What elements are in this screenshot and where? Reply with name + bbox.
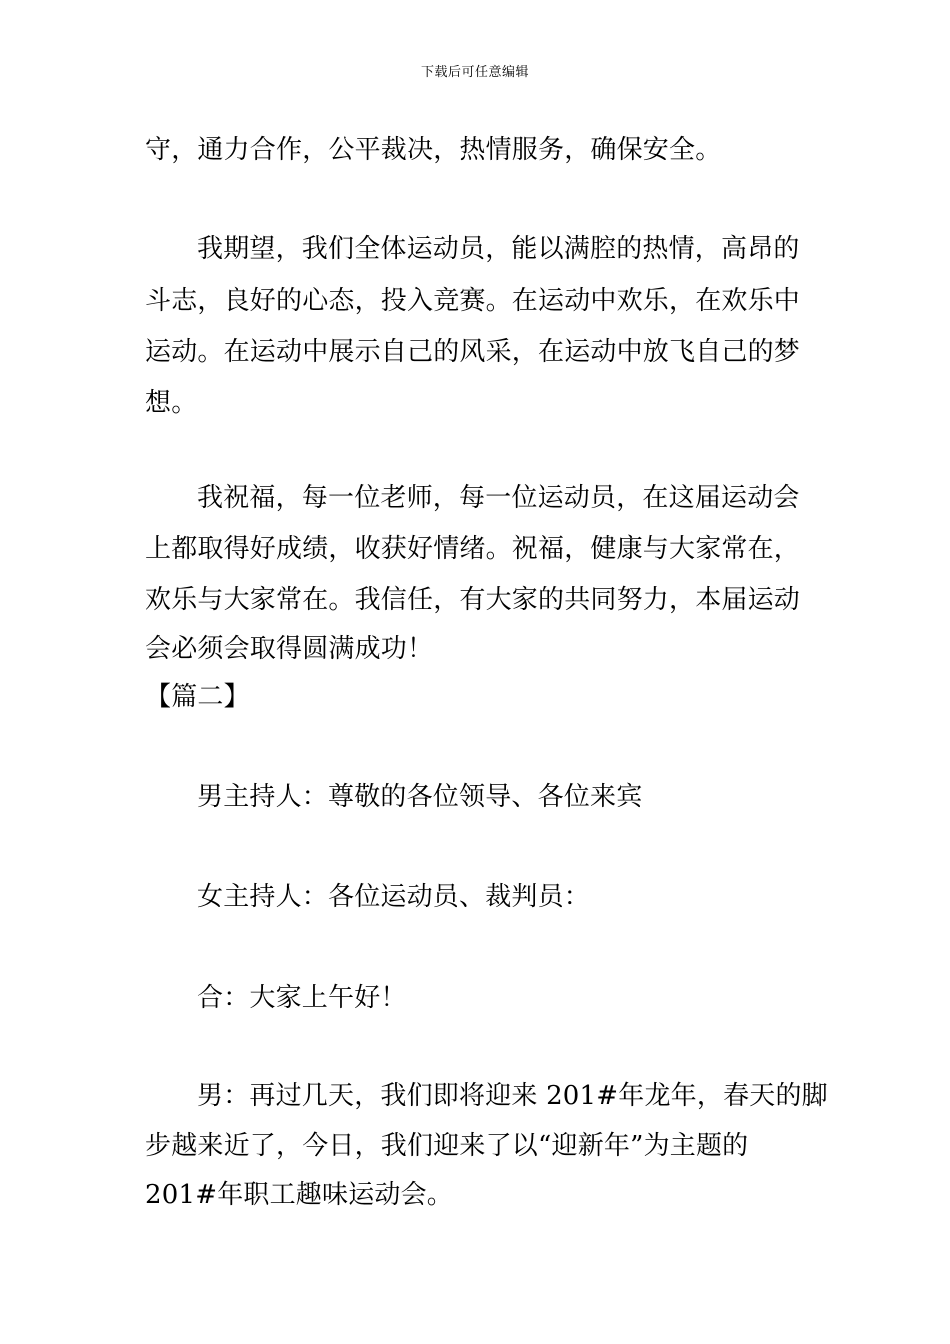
paragraph-6-line-1: 合：大家上午好！	[197, 983, 407, 1013]
paragraph-4-line-1: 男主持人：尊敬的各位领导、各位来宾	[197, 782, 643, 812]
paragraph-3-line-1: 我祝福，每一位老师，每一位运动员，在这届运动会	[197, 483, 800, 513]
paragraph-3-line-3: 欢乐与大家常在。我信任，有大家的共同努力，本届运动	[145, 585, 801, 615]
paragraph-3-line-2: 上都取得好成绩，收获好情绪。祝福，健康与大家常在，	[145, 534, 801, 564]
paragraph-2-line-4: 想。	[145, 388, 198, 418]
paragraph-5-line-1: 女主持人：各位运动员、裁判员：	[197, 882, 591, 912]
paragraph-7-line-1: 男：再过几天，我们即将迎来 201#年龙年，春天的脚	[197, 1081, 828, 1111]
section-heading: 【篇二】	[145, 682, 250, 712]
paragraph-2-line-2: 斗志，良好的心态，投入竞赛。在运动中欢乐，在欢乐中	[145, 286, 801, 316]
paragraph-7-line-2: 步越来近了，今日，我们迎来了以“迎新年”为主题的	[145, 1131, 749, 1161]
paragraph-1-line-1: 守，通力合作，公平裁决，热情服务，确保安全。	[145, 135, 722, 165]
paragraph-2-line-1: 我期望，我们全体运动员，能以满腔的热情，高昂的	[197, 234, 800, 264]
paragraph-2-line-3: 运动。在运动中展示自己的风采，在运动中放飞自己的梦	[145, 337, 801, 367]
paragraph-7-line-3: 201#年职工趣味运动会。	[145, 1180, 454, 1210]
page-header: 下载后可任意编辑	[420, 65, 529, 80]
paragraph-3-line-4: 会必须会取得圆满成功！	[145, 634, 434, 664]
